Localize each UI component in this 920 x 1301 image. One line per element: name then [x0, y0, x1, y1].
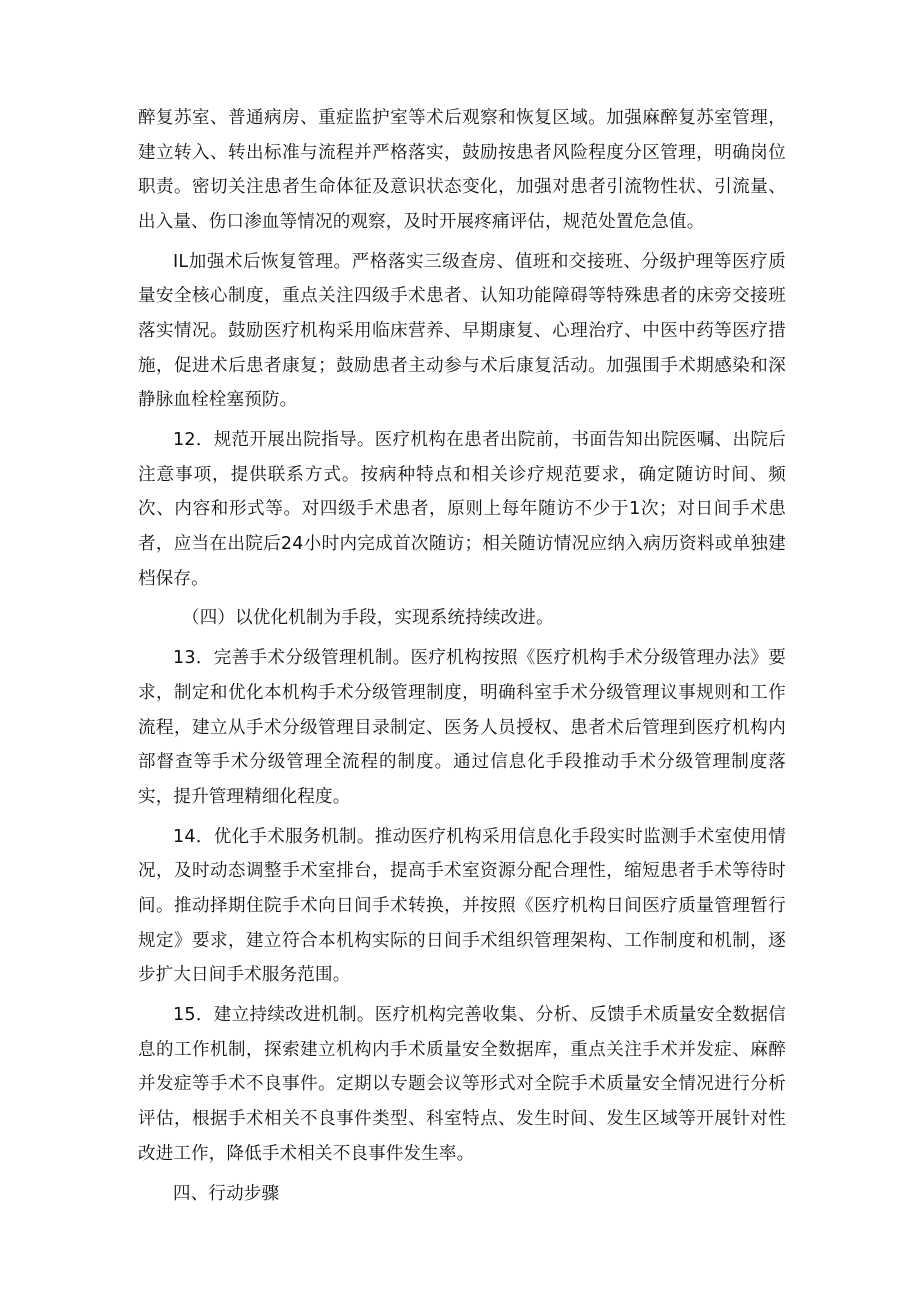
- paragraph-item-12: 12．规范开展出院指导。医疗机构在患者出院前，书面告知出院医嘱、出院后注意事项，提供联系方式。按病种特点和相关诊疗规范要求，确定随访时间、频次、内容和形式等。对四级手术患者，原则上每年随访不少于1次；对日间手术患者，应当在出院后24小时内完成首次随访；相关随访情况应纳入病历资料或单独建档保存。: [138, 430, 786, 589]
- paragraph-item-13: 13．完善手术分级管理机制。医疗机构按照《医疗机构手术分级管理办法》要求，制定和优化本机构手术分级管理制度，明确科室手术分级管理议事规则和工作流程，建立从手术分级管理目录制定、医务人员授权、患者术后管理到医疗机构内部督查等手术分级管理全流程的制度。通过信息化手段推动手术分级管理制度落实，提升管理精细化程度。: [138, 648, 786, 807]
- paragraph-continuation: 醉复苏室、普通病房、重症监护室等术后观察和恢复区域。加强麻醉复苏室管理，建立转入、转出标准与流程并严格落实，鼓励按患者风险程度分区管理，明确岗位职责。密切关注患者生命体征及意识状态变化，加强对患者引流物性状、引流量、出入量、伤口渗血等情况的观察，及时开展疼痛评估，规范处置危急值。: [138, 108, 786, 232]
- section-heading-4: （四）以优化机制为手段，实现系统持续改进。: [182, 608, 554, 629]
- document-body: [138, 101, 786, 1217]
- paragraph-item-14: 14．优化手术服务机制。推动医疗机构采用信息化手段实时监测手术室使用情况，及时动态调整手术室排台，提高手术室资源分配合理性，缩短患者手术等待时间。推动择期住院手术向日间手术转换，并按照《医疗机构日间医疗质量管理暂行规定》要求，建立符合本机构实际的日间手术组织管理架构、工作制度和机制，逐步扩大日间手术服务范围。: [138, 826, 786, 986]
- paragraph-item-15: 15．建立持续改进机制。医疗机构完善收集、分析、反馈手术质量安全数据信息的工作机制，探索建立机构内手术质量安全数据库，重点关注手术并发症、麻醉并发症等手术不良事件。定期以专题会议等形式对全院手术质量安全情况进行分析评估，根据手术相关不良事件类型、科室特点、发生时间、发生区域等开展针对性改进工作，降低手术相关不良事件发生率。: [138, 1005, 786, 1164]
- section-heading-action-steps: 四、行动步骤: [173, 1183, 280, 1204]
- paragraph-item-11: IL加强术后恢复管理。严格落实三级查房、值班和交接班、分级护理等医疗质量安全核心制度，重点关注四级手术患者、认知功能障碍等特殊患者的床旁交接班落实情况。鼓励医疗机构采用临床营养、早期康复、心理治疗、中医中药等医疗措施，促进术后患者康复；鼓励患者主动参与术后康复活动。加强围手术期感染和深静脉血栓栓塞预防。: [138, 251, 786, 411]
